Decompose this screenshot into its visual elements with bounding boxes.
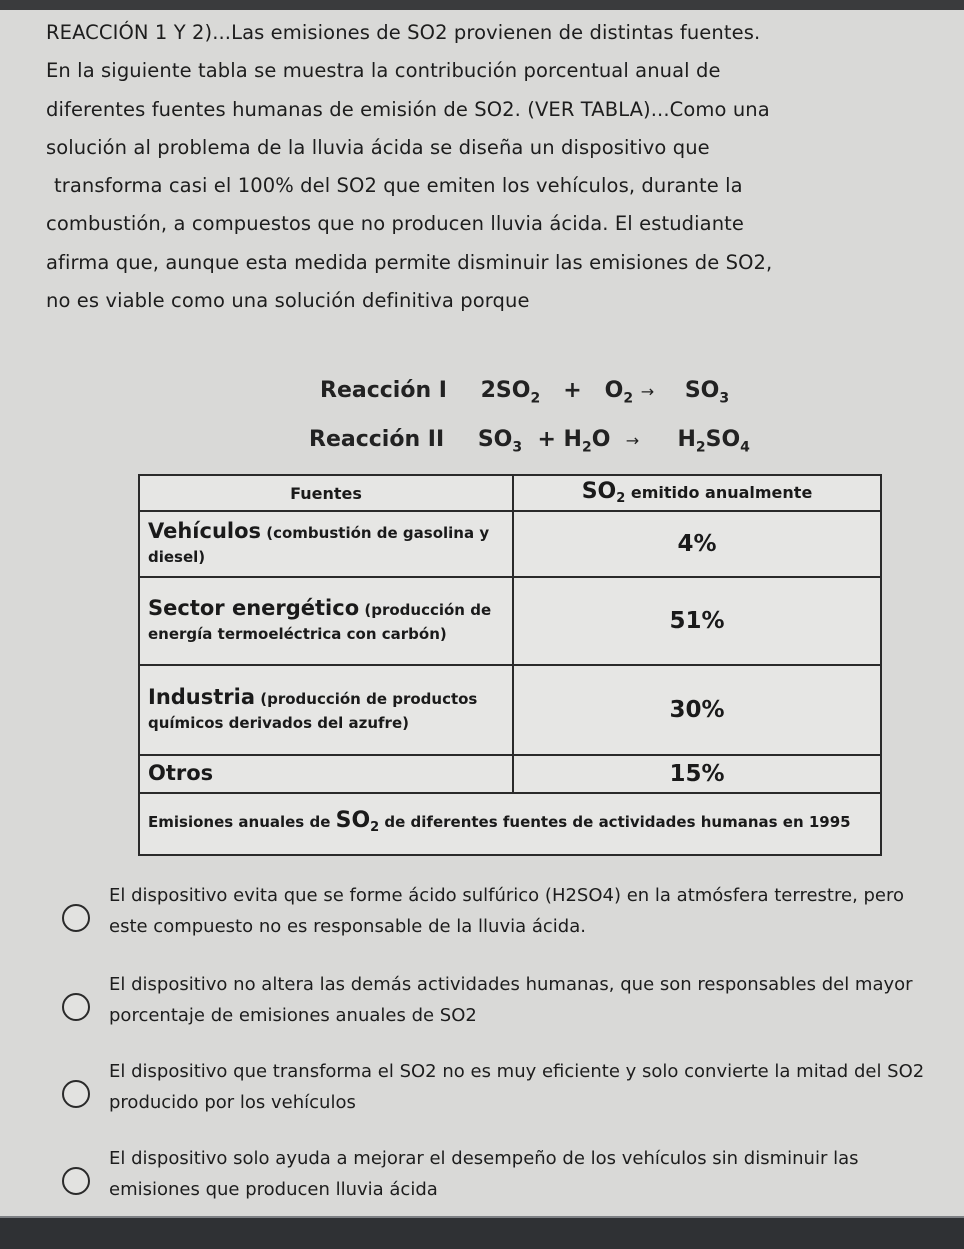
option-text: El dispositivo solo ayuda a mejorar el desempeño de los vehículos sin disminuir las emisiones que producen lluvia ácida: [109, 1148, 859, 1200]
option-text: El dispositivo que transforma el SO2 no es muy eficiente y solo convierte la mitad del SO2 producido por los vehículos: [109, 1061, 925, 1113]
option-text: El dispositivo no altera las demás actividades humanas, que son responsables del mayor porcentaje de emisiones anuales de SO2: [109, 974, 913, 1026]
radio-button[interactable]: [62, 1167, 90, 1195]
option-text: El dispositivo evita que se forme ácido sulfúrico (H2SO4) en la atmósfera terrestre, pero este compuesto no es responsable de la lluvia ácida.: [109, 885, 905, 937]
table-caption: Emisiones anuales de $SO_2$ de diferentes fuentes de actividades humanas en 1995: [139, 793, 881, 855]
question-line: no es viable como una solución definitiva porque: [46, 289, 530, 313]
question-line: combustión, a compuestos que no producen lluvia ácida. El estudiante: [46, 212, 745, 236]
row-value: 4%: [513, 511, 881, 577]
table-header-row: [139, 475, 881, 511]
table-row: [139, 665, 881, 755]
reaction-1: [320, 378, 729, 406]
header-fuentes: Fuentes: [139, 475, 513, 511]
reaction-2: [309, 427, 750, 455]
question-line: diferentes fuentes humanas de emisión de SO2. (VER TABLA)...Como una: [46, 97, 770, 121]
radio-button[interactable]: [62, 993, 90, 1021]
header-so2-emitido: $SO_2$ emitido anualmente: [513, 475, 881, 511]
photo-bottom-edge: [0, 1218, 964, 1249]
row-source: Otros: [139, 755, 513, 793]
table-caption-row: [139, 793, 881, 855]
reaction-2-equation: $SO_3 + H_2O$ → $H_2SO_4$: [477, 427, 750, 456]
question-line: solución al problema de la lluvia ácida se diseña un dispositivo que: [46, 135, 710, 159]
radio-button[interactable]: [62, 1080, 90, 1108]
question-line: En la siguiente tabla se muestra la contribución porcentual anual de: [46, 59, 721, 83]
question-line: REACCIÓN 1 Y 2)...Las emisiones de SO2 provienen de distintas fuentes.: [46, 21, 761, 44]
row-value: 51%: [513, 577, 881, 665]
table-row: [139, 755, 881, 793]
row-value: 30%: [513, 665, 881, 755]
question-text: [46, 14, 926, 320]
row-value: 15%: [513, 755, 881, 793]
row-source: Sector energético (producción de energía termoeléctrica con carbón): [139, 577, 513, 665]
radio-button[interactable]: [62, 904, 90, 932]
row-source: Vehículos (combustión de gasolina y diesel): [139, 511, 513, 577]
table-row: [139, 577, 881, 665]
row-source: Industria (producción de productos químicos derivados del azufre): [139, 665, 513, 755]
reaction-1-label: Reacción I: [320, 378, 447, 403]
emissions-table: [138, 474, 882, 856]
question-line: afirma que, aunque esta medida permite disminuir las emisiones de SO2,: [46, 250, 773, 274]
question-line: transforma casi el 100% del SO2 que emiten los vehículos, durante la: [54, 174, 743, 198]
photo-top-edge: [0, 0, 964, 10]
table-row: [139, 511, 881, 577]
reaction-1-equation: $2SO_2$ + $O_2$ → $SO_3$: [480, 378, 730, 407]
reaction-2-label: Reacción II: [309, 427, 445, 452]
